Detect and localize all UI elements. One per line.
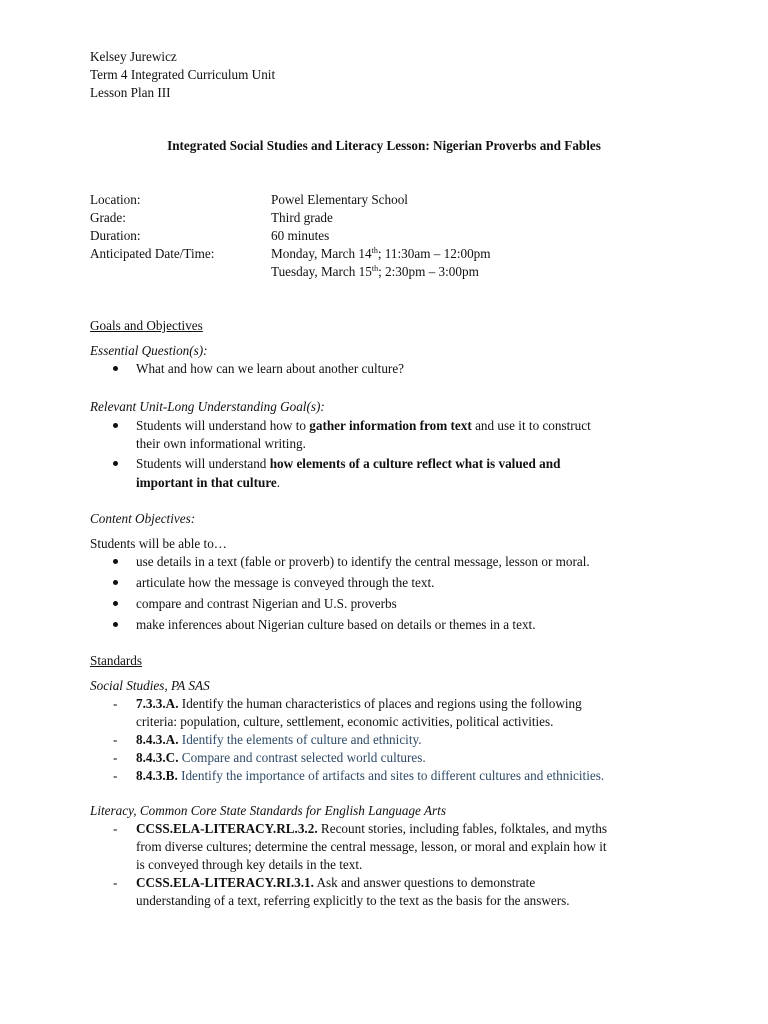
content-objective-item: compare and contrast Nigerian and U.S. proverbs	[136, 596, 397, 611]
content-intro: Students will be able to…	[90, 536, 227, 551]
literacy-standard-1-cont: is conveyed through key details in the text.	[136, 857, 363, 872]
location-label: Location:	[90, 192, 141, 207]
understanding-goal-2: Students will understand how elements of a culture reflect what is valued and	[136, 456, 561, 471]
understanding-goal-1-cont: their own informational writing.	[136, 436, 306, 451]
dash-marker: -	[113, 768, 118, 783]
goals-heading: Goals and Objectives	[90, 318, 203, 333]
understanding-goals-label: Relevant Unit-Long Understanding Goal(s):	[90, 399, 325, 414]
ss-standard-2: 8.4.3.A. Identify the elements of culture and ethnicity.	[136, 732, 422, 747]
literacy-standard-1-cont: from diverse cultures; determine the central message, lesson, or moral and explain how it	[136, 839, 607, 854]
dash-marker: -	[113, 750, 118, 765]
understanding-goal-2-cont: important in that culture.	[136, 475, 281, 490]
bullet-icon	[113, 601, 118, 606]
location-value: Powel Elementary School	[271, 192, 408, 207]
duration-value: 60 minutes	[271, 228, 330, 243]
dash-marker: -	[113, 696, 118, 711]
grade-value: Third grade	[271, 210, 333, 225]
dash-marker: -	[113, 875, 118, 890]
understanding-goal-1: Students will understand how to gather information from text and use it to construct	[136, 418, 591, 433]
plan-name: Lesson Plan III	[90, 85, 171, 100]
content-objective-item: articulate how the message is conveyed through the text.	[136, 575, 435, 590]
dash-marker: -	[113, 821, 118, 836]
page-title: Integrated Social Studies and Literacy Lesson: Nigerian Proverbs and Fables	[167, 138, 601, 153]
bullet-icon	[113, 423, 118, 428]
date-value-1: Monday, March 14th; 11:30am – 12:00pm	[271, 246, 491, 261]
essential-question-item: What and how can we learn about another culture?	[136, 361, 405, 376]
author-name: Kelsey Jurewicz	[90, 49, 177, 64]
bullet-icon	[113, 622, 118, 627]
ss-standard-3: 8.4.3.C. Compare and contrast selected world cultures.	[136, 750, 426, 765]
content-objective-item: use details in a text (fable or proverb) to identify the central message, lesson or moral.	[136, 554, 590, 569]
content-objectives-label: Content Objectives:	[90, 511, 196, 526]
social-studies-label: Social Studies, PA SAS	[90, 678, 210, 693]
grade-label: Grade:	[90, 210, 126, 225]
date-value-2: Tuesday, March 15th; 2:30pm – 3:00pm	[271, 264, 479, 279]
bullet-icon	[113, 559, 118, 564]
duration-label: Duration:	[90, 228, 141, 243]
date-label: Anticipated Date/Time:	[90, 246, 215, 261]
unit-name: Term 4 Integrated Curriculum Unit	[90, 67, 276, 82]
bullet-icon	[113, 461, 118, 466]
essential-question-label: Essential Question(s):	[90, 343, 208, 358]
dash-marker: -	[113, 732, 118, 747]
content-objective-item: make inferences about Nigerian culture based on details or themes in a text.	[136, 617, 536, 632]
literacy-standard-1: CCSS.ELA-LITERACY.RL.3.2. Recount stories, including fables, folktales, and myths	[136, 821, 607, 836]
literacy-standard-2: CCSS.ELA-LITERACY.RI.3.1. Ask and answer questions to demonstrate	[136, 875, 536, 890]
literacy-label: Literacy, Common Core State Standards for English Language Arts	[90, 803, 446, 818]
ss-standard-4: 8.4.3.B. Identify the importance of artifacts and sites to different cultures and ethnicities.	[136, 768, 605, 783]
bullet-icon	[113, 580, 118, 585]
ss-standard-1: 7.3.3.A. Identify the human characteristics of places and regions using the following	[136, 696, 582, 711]
literacy-standard-2-cont: understanding of a text, referring explicitly to the text as the basis for the answers.	[136, 893, 570, 908]
bullet-icon	[113, 366, 118, 371]
ss-standard-1-cont: criteria: population, culture, settlement, economic activities, political activities.	[136, 714, 554, 729]
standards-heading: Standards	[90, 653, 143, 668]
